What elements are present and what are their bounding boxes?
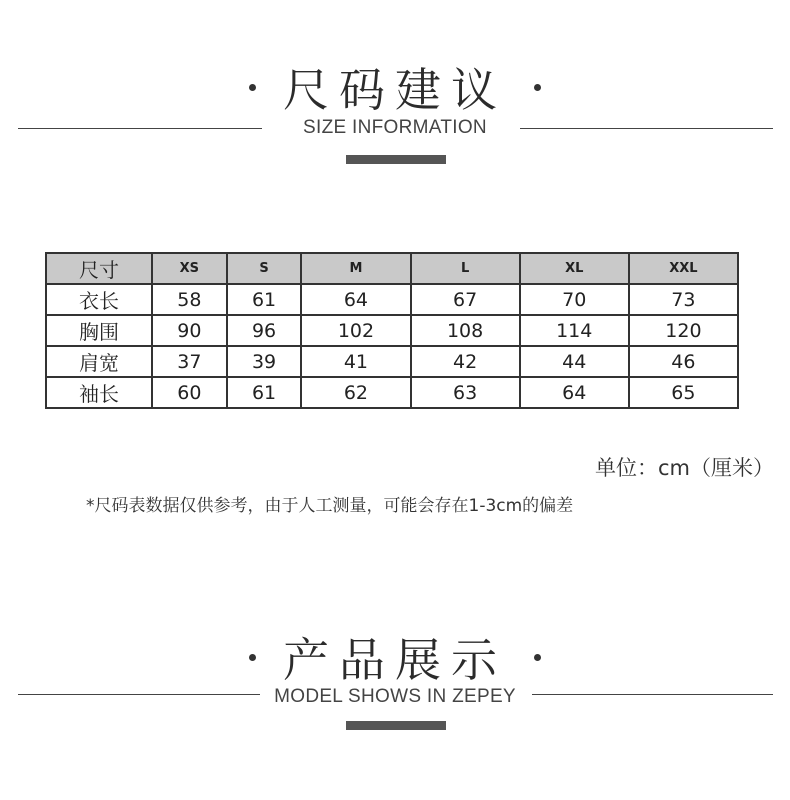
table-cell: 46	[629, 346, 738, 377]
table-cell: 70	[520, 284, 629, 315]
table-cell: 73	[629, 284, 738, 315]
table-cell: 39	[227, 346, 302, 377]
table-cell: 96	[227, 315, 302, 346]
table-cell: 44	[520, 346, 629, 377]
bullet-dot-right	[534, 84, 541, 91]
row-label-cell: 肩宽	[46, 346, 152, 377]
header-cell-size: XXL	[629, 253, 738, 284]
row-label-cell: 袖长	[46, 377, 152, 408]
row-label-cell: 胸围	[46, 315, 152, 346]
bullet-dot-left	[249, 654, 256, 661]
unit-label: 单位：cm（厘米）	[594, 456, 774, 480]
table-cell: 60	[152, 377, 227, 408]
size-section-title: 尺码建议	[283, 63, 507, 117]
table-cell: 102	[301, 315, 410, 346]
heading-underline-bar	[346, 721, 446, 730]
table-cell: 37	[152, 346, 227, 377]
table-cell: 114	[520, 315, 629, 346]
table-cell: 108	[411, 315, 520, 346]
table-cell: 61	[227, 377, 302, 408]
table-cell: 61	[227, 284, 302, 315]
bullet-dot-right	[534, 654, 541, 661]
table-cell: 64	[301, 284, 410, 315]
header-cell-size: L	[411, 253, 520, 284]
model-section-heading	[0, 624, 790, 690]
table-header-row	[46, 253, 738, 284]
table-cell: 67	[411, 284, 520, 315]
header-cell-label: 尺寸	[46, 253, 152, 284]
size-section-heading	[0, 54, 790, 120]
header-cell-size: S	[227, 253, 302, 284]
header-cell-size: XS	[152, 253, 227, 284]
table-cell: 63	[411, 377, 520, 408]
size-table	[45, 252, 739, 409]
table-cell: 42	[411, 346, 520, 377]
header-cell-size: M	[301, 253, 410, 284]
table-cell: 41	[301, 346, 410, 377]
table-cell: 90	[152, 315, 227, 346]
table-cell: 64	[520, 377, 629, 408]
bullet-dot-left	[249, 84, 256, 91]
table-row	[46, 346, 738, 377]
table-cell: 58	[152, 284, 227, 315]
measurement-note: *尺码表数据仅供参考，由于人工测量，可能会存在1-3cm的偏差	[86, 496, 574, 516]
heading-underline-bar	[346, 155, 446, 164]
model-section-subtitle: MODEL SHOWS IN ZEPEY	[274, 686, 516, 707]
table-row	[46, 377, 738, 408]
row-label-cell: 衣长	[46, 284, 152, 315]
model-section-title: 产品展示	[283, 633, 507, 687]
table-row	[46, 284, 738, 315]
table-cell: 65	[629, 377, 738, 408]
size-section-subtitle: SIZE INFORMATION	[303, 117, 487, 138]
table-cell: 120	[629, 315, 738, 346]
table-cell: 62	[301, 377, 410, 408]
header-cell-size: XL	[520, 253, 629, 284]
table-row	[46, 315, 738, 346]
